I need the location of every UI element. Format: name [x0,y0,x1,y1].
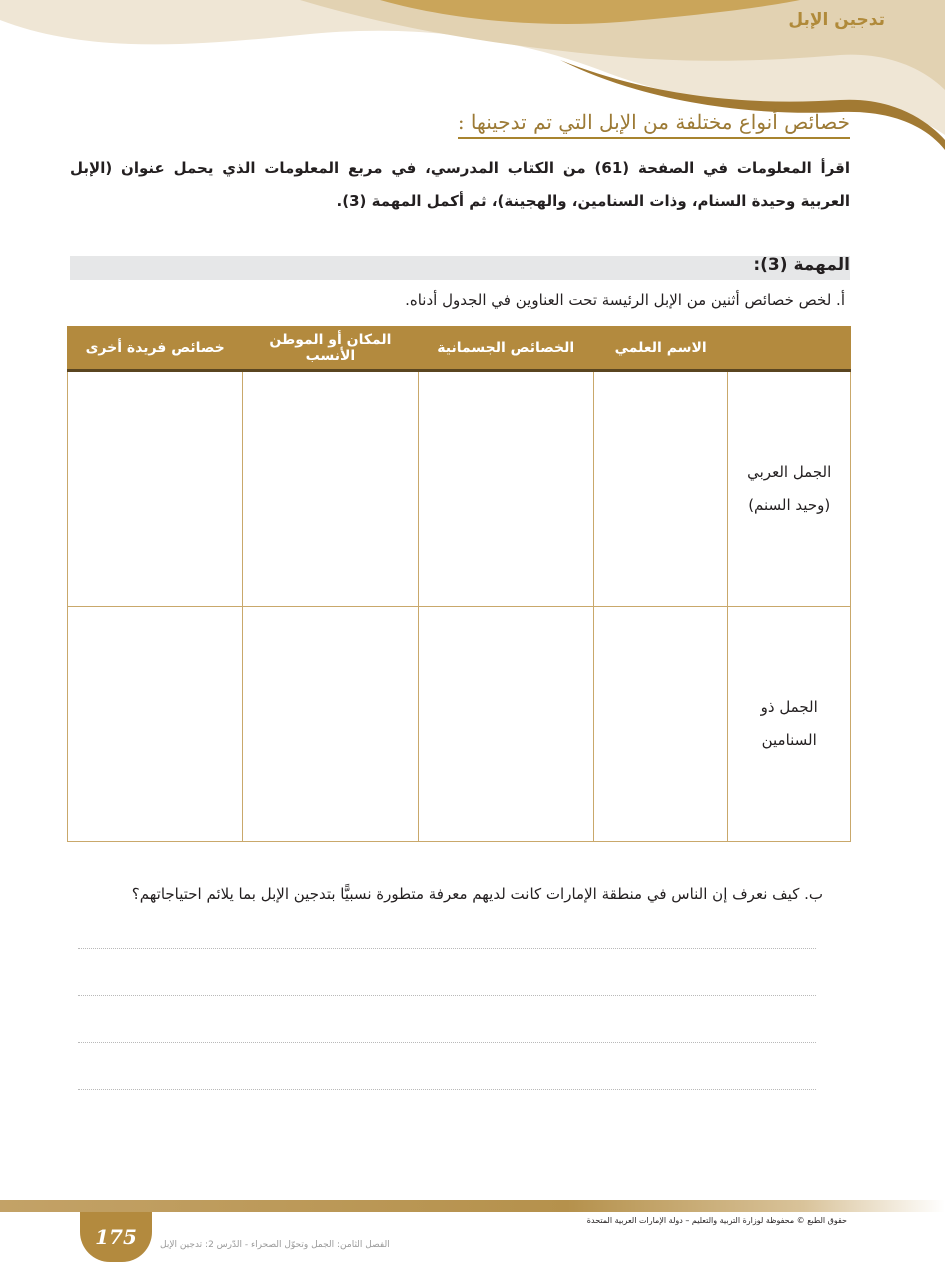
table-header-row [68,327,851,371]
page-number: 175 [95,1225,137,1249]
unique-traits-answer-cell[interactable] [68,607,243,842]
answer-line[interactable] [78,1042,816,1043]
habitat-answer-cell[interactable] [243,607,418,842]
unique-traits-answer-cell[interactable] [68,371,243,607]
scientific-name-answer-cell[interactable] [593,371,727,607]
table-header-physical-traits: الخصائص الجسمانية [418,327,593,371]
physical-traits-answer-cell[interactable] [418,607,593,842]
camel-type-line-2: السنامين [761,731,817,749]
row-label-cell [728,607,851,842]
camel-type-line-1: الجمل ذو [760,698,818,716]
camel-type-line-2: (وحيد السنم) [748,496,831,514]
copyright-notice: حقوق الطبع © محفوظة لوزارة التربية والتعليم – دولة الإمارات العربية المتحدة [586,1216,847,1225]
table-header-scientific-name: الاسم العلمي [593,327,727,371]
chapter-tag: تدجين الإبل [788,10,885,30]
chapter-lesson-info: الفصل الثامن: الجمل وتحوّل الصحراء - الدّرس 2: تدجين الإبل [160,1240,390,1250]
intro-paragraph: اقرأ المعلومات في الصفحة (61) من الكتاب المدرسي، في مربع المعلومات الذي يحمل عنوان (الإبل العربية وحيدة السنام، وذات السنامين، والهجينة)، ثم أكمل المهمة (3). [70,159,850,210]
table-header-habitat: المكان أو الموطن الأنسب [243,327,418,371]
answer-line[interactable] [78,1089,816,1090]
row-label-cell [728,371,851,607]
table-header-unique-traits: خصائص فريدة أخرى [68,327,243,371]
answer-line[interactable] [78,948,816,949]
question-a: أ. لخص خصائص أثنين من الإبل الرئيسة تحت العناوين في الجدول أدناه. [405,291,845,309]
habitat-answer-cell[interactable] [243,371,418,607]
page-number-badge [80,1212,152,1262]
camel-type-line-1: الجمل العربي [747,463,832,481]
section-title: خصائص أنواع مختلفة من الإبل التي تم تدجينها : [458,110,850,139]
answer-line[interactable] [78,995,816,996]
table-header-camel-type [728,327,851,371]
task-heading-bar [70,256,850,280]
scientific-name-answer-cell[interactable] [593,607,727,842]
table-row [68,607,851,842]
question-b: ب. كيف نعرف إن الناس في منطقة الإمارات كانت لديهم معرفة متطورة نسبيًّا بتدجين الإبل بما يلائم احتياجاتهم؟ [131,885,823,903]
camel-characteristics-table [67,326,851,842]
table-row [68,371,851,607]
physical-traits-answer-cell[interactable] [418,371,593,607]
task-title: المهمة (3): [753,255,850,275]
footer-bar [0,1200,945,1212]
